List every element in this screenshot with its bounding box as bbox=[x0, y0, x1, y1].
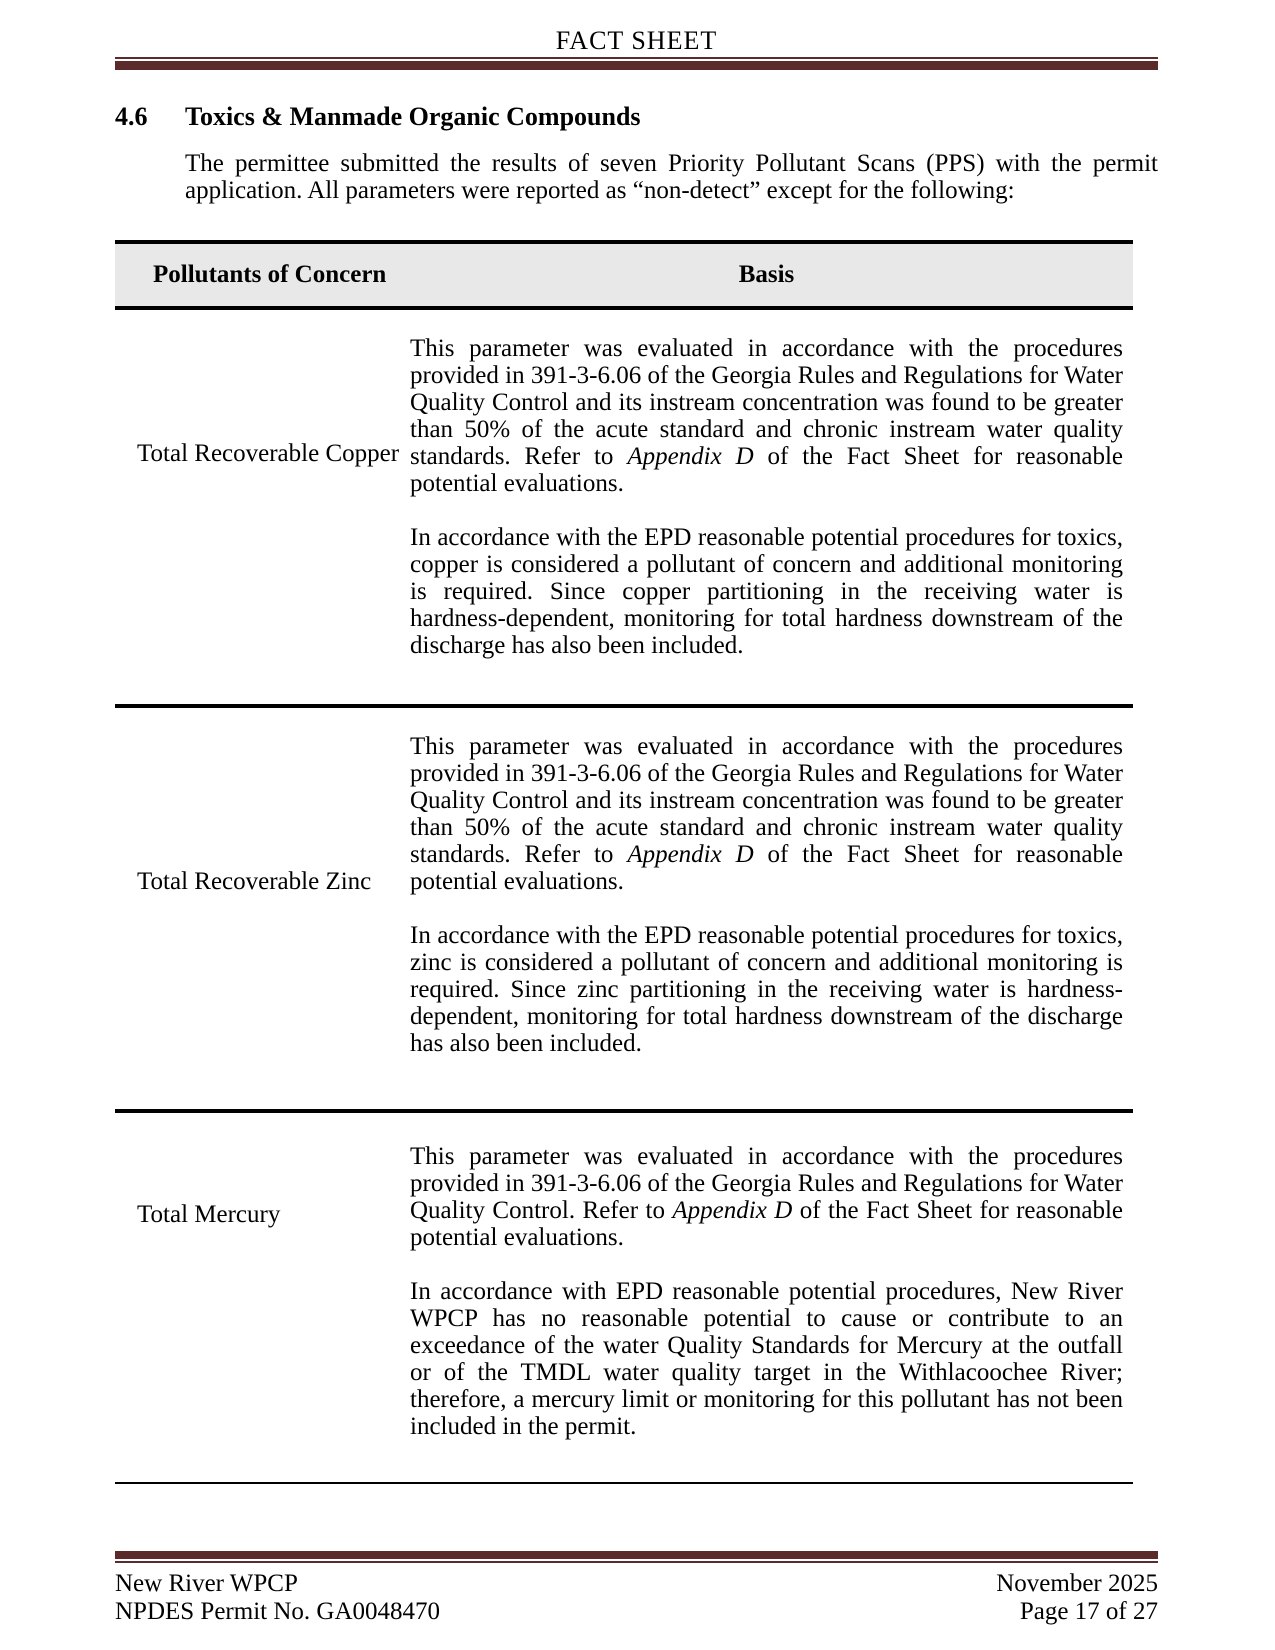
appendix-d-reference: Appendix D bbox=[672, 1197, 793, 1224]
table-row-mercury bbox=[115, 1113, 1133, 1484]
basis-cell bbox=[400, 1113, 1133, 1482]
pollutant-cell bbox=[115, 708, 400, 1109]
footer-left bbox=[115, 1570, 440, 1626]
footer-date: November 2025 bbox=[996, 1570, 1158, 1597]
header-rule bbox=[115, 57, 1158, 70]
basis-text: This parameter was evaluated in accordance with the procedures provided in 391-3-6.06 of the Georgia Rules and Regulations for Water Quality Control and its instream concentration was found to be greater than 50% of the acute standard and chronic instream water quality standards. Refer to bbox=[410, 733, 1123, 868]
basis-text: of the Fact Sheet for reasonable potential evaluations. bbox=[410, 443, 1123, 497]
footer-facility-name: New River WPCP bbox=[115, 1570, 298, 1597]
footer-permit-number: NPDES Permit No. GA0048470 bbox=[115, 1598, 441, 1625]
page-footer bbox=[115, 1551, 1158, 1626]
document-title: FACT SHEET bbox=[555, 26, 718, 55]
section-title: Toxics & Manmade Organic Compounds bbox=[185, 102, 641, 131]
header-rule-thin bbox=[115, 57, 1158, 59]
section-heading bbox=[115, 102, 1158, 132]
pollutant-name: Total Mercury bbox=[137, 1201, 281, 1228]
basis-paragraph-1 bbox=[410, 335, 1123, 497]
pollutant-cell bbox=[115, 310, 400, 704]
table-row-copper bbox=[115, 310, 1133, 708]
pollutant-name: Total Recoverable Zinc bbox=[137, 868, 372, 895]
basis-text: This parameter was evaluated in accordance with the procedures provided in 391-3-6.06 of the Georgia Rules and Regulations for Water Quality Control. Refer to bbox=[410, 1143, 1123, 1224]
table-header-pollutants: Pollutants of Concern bbox=[153, 261, 387, 288]
basis-paragraph-1 bbox=[410, 733, 1123, 895]
footer-rule-thick bbox=[115, 1551, 1158, 1559]
footer-text bbox=[115, 1570, 1158, 1626]
table-row-zinc bbox=[115, 708, 1133, 1113]
table-header-basis: Basis bbox=[738, 261, 795, 288]
basis-text: of the Fact Sheet for reasonable potential evaluations. bbox=[410, 841, 1123, 895]
basis-text: This parameter was evaluated in accordance with the procedures provided in 391-3-6.06 of the Georgia Rules and Regulations for Water Quality Control and its instream concentration was found to be greater than 50% of the acute standard and chronic instream water quality standards. Refer to bbox=[410, 335, 1123, 470]
table-header-row bbox=[115, 244, 1133, 310]
footer-right bbox=[996, 1570, 1158, 1626]
basis-paragraph-2: In accordance with EPD reasonable potential procedures, New River WPCP has no reasonable potential to cause or contribute to an exceedance of the water Quality Standards for Mercury at the outfall or of the TMDL water quality target in the Withlacoochee River; therefore, a mercury limit or monitoring for this pollutant has not been included in the permit. bbox=[410, 1278, 1123, 1440]
intro-paragraph: The permittee submitted the results of seven Priority Pollutant Scans (PPS) with the permit application. All parameters were reported as “non-detect” except for the following: bbox=[185, 150, 1158, 204]
pollutants-table bbox=[115, 240, 1133, 1484]
basis-cell bbox=[400, 310, 1133, 704]
footer-rule-thin bbox=[115, 1561, 1158, 1563]
basis-paragraph-2: In accordance with the EPD reasonable potential procedures for toxics, zinc is considered a pollutant of concern and additional monitoring is required. Since zinc partitioning in the receiving water is hardness-dependent, monitoring for total hardness downstream of the discharge has also been included. bbox=[410, 922, 1123, 1057]
header-rule-thick bbox=[115, 61, 1158, 70]
basis-cell bbox=[400, 708, 1133, 1109]
pollutant-cell bbox=[115, 1113, 400, 1482]
appendix-d-reference: Appendix D bbox=[627, 443, 754, 470]
footer-page-number: Page 17 of 27 bbox=[1019, 1598, 1158, 1625]
basis-text: of the Fact Sheet for reasonable potential evaluations. bbox=[410, 1197, 1123, 1251]
basis-paragraph-1 bbox=[410, 1143, 1123, 1251]
basis-paragraph-2: In accordance with the EPD reasonable potential procedures for toxics, copper is considered a pollutant of concern and additional monitoring is required. Since copper partitioning in the receiving water is hardness-dependent, monitoring for total hardness downstream of the discharge has also been included. bbox=[410, 524, 1123, 659]
section-number: 4.6 bbox=[115, 102, 148, 131]
pollutant-name: Total Recoverable Copper bbox=[137, 440, 400, 467]
footer-rule bbox=[115, 1551, 1158, 1563]
appendix-d-reference: Appendix D bbox=[627, 841, 754, 868]
